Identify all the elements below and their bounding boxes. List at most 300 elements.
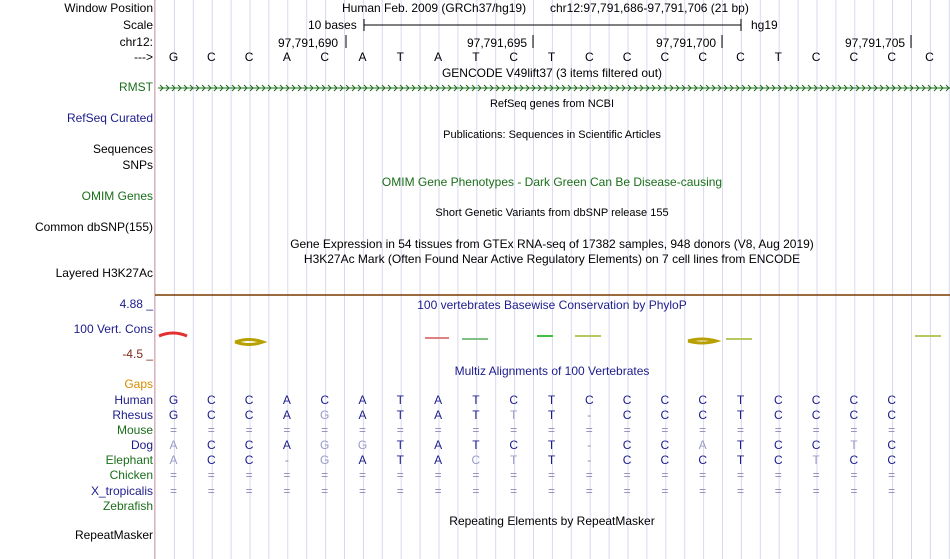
strand-arrow-mark (604, 85, 607, 91)
strand-arrow-mark (196, 85, 199, 91)
species-label-zebrafish: Zebrafish (102, 499, 153, 513)
alignment-base: = (245, 484, 253, 498)
alignment-base: = (207, 423, 215, 437)
alignment-base: C (849, 453, 859, 467)
strand-arrow-mark (436, 85, 439, 91)
alignment-base: = (283, 468, 291, 482)
alignment-base: = (585, 484, 593, 498)
window-position-label: Window Position (64, 1, 153, 15)
alignment-base: = (207, 484, 215, 498)
strand-arrow-mark (538, 85, 541, 91)
alignment-base: A (169, 453, 178, 467)
strand-arrow-mark (700, 85, 703, 91)
alignment-base: T (472, 438, 480, 452)
alignment-base: G (168, 393, 179, 407)
strand-arrow-mark (376, 85, 379, 91)
alignment-base: T (736, 453, 745, 467)
alignment-base: C (849, 408, 859, 422)
strand-arrow-mark (250, 85, 253, 91)
alignment-base: = (812, 423, 820, 437)
alignment-base: C (698, 408, 708, 422)
alignment-base: C (244, 408, 254, 422)
alignment-base: A (434, 408, 443, 422)
strand-arrow-mark (328, 85, 331, 91)
alignment-base: C (887, 438, 897, 452)
snps-track-label[interactable]: SNPs (122, 158, 153, 172)
omim-track-label[interactable]: OMIM Genes (81, 189, 153, 203)
alignment-base: = (623, 468, 631, 482)
strand-arrow-mark (730, 85, 733, 91)
alignment-base: T (736, 408, 745, 422)
strand-arrow-mark (598, 85, 601, 91)
alignment-base: G (320, 438, 330, 452)
alignment-base: - (284, 453, 289, 467)
alignment-base: A (358, 453, 367, 467)
strand-arrow-label: ---> (134, 50, 153, 64)
alignment-base: T (736, 438, 745, 452)
strand-arrow-mark (934, 85, 937, 91)
strand-arrow-mark (706, 85, 709, 91)
strand-arrow-mark (562, 85, 565, 91)
alignment-base: C (509, 438, 519, 452)
alignment-base: T (472, 408, 480, 422)
strand-arrow-mark (886, 85, 889, 91)
alignment-base: T (510, 453, 518, 467)
alignment-base: G (320, 453, 330, 467)
ruler-ticks (346, 35, 911, 48)
reference-base: C (849, 50, 859, 64)
strand-arrow-mark (532, 85, 535, 91)
strand-arrow-mark (736, 85, 739, 91)
strand-arrow-mark (622, 85, 625, 91)
assembly-title: Human Feb. 2009 (GRCh37/hg19) (342, 1, 527, 15)
dbsnp-track-title[interactable]: Short Genetic Variants from dbSNP release 155 (435, 207, 669, 219)
alignment-base: C (206, 408, 216, 422)
species-label-rhesus: Rhesus (112, 408, 153, 422)
ruler-tick-label: 97,791,700 (656, 36, 717, 50)
alignment-base: T (547, 393, 556, 407)
alignment-base: C (660, 453, 670, 467)
scale-text: 10 bases (308, 18, 357, 32)
gtex-track-title[interactable]: Gene Expression in 54 tissues from GTEx RNA-seq of 17382 samples, 948 donors (V8, Aug 2019) (290, 237, 814, 251)
strand-arrow-mark (466, 85, 469, 91)
alignment-base: A (698, 438, 707, 452)
alignment-base: C (698, 453, 708, 467)
species-label-dog: Dog (130, 438, 153, 452)
alignment-base: = (699, 468, 707, 482)
alignment-base: G (168, 408, 179, 422)
strand-arrow-mark (484, 85, 487, 91)
strand-arrow-mark (394, 85, 397, 91)
strand-arrow-mark (526, 85, 529, 91)
strand-arrow-mark (430, 85, 433, 91)
alignment-base: = (850, 423, 858, 437)
strand-arrow-mark (220, 85, 223, 91)
conservation-track-label[interactable]: 100 Vert. Cons (73, 322, 153, 336)
reference-base: T (472, 50, 480, 64)
strand-arrow-mark (844, 85, 847, 91)
reference-base: C (660, 50, 670, 64)
alignment-base: = (547, 484, 556, 498)
strand-arrow-mark (268, 85, 271, 91)
alignment-base: C (622, 408, 632, 422)
alignment-base: T (396, 408, 404, 422)
strand-arrow-mark (778, 85, 781, 91)
alignment-base: = (736, 484, 745, 498)
conservation-max-label: 4.88 _ (119, 297, 153, 311)
alignment-base: - (587, 438, 592, 452)
reference-base: C (584, 50, 594, 64)
alignment-base: = (169, 484, 178, 498)
strand-arrow-mark (898, 85, 901, 91)
species-label-elephant: Elephant (105, 453, 153, 467)
strand-arrow-mark (412, 85, 415, 91)
strand-arrow-mark (820, 85, 823, 91)
strand-arrow-mark (616, 85, 619, 91)
strand-arrow-mark (244, 85, 247, 91)
alignment-base: = (245, 468, 253, 482)
alignment-base: = (434, 468, 442, 482)
alignment-base: = (623, 484, 631, 498)
strand-arrow-mark (904, 85, 907, 91)
strand-arrow-mark (682, 85, 685, 91)
reference-base: C (320, 50, 330, 64)
strand-arrow-mark (664, 85, 667, 91)
strand-arrow-mark (724, 85, 727, 91)
alignment-base: C (773, 438, 783, 452)
strand-arrow-mark (784, 85, 787, 91)
alignment-base: T (812, 453, 820, 467)
alignment-base: C (660, 393, 670, 407)
alignment-base: C (660, 438, 670, 452)
alignment-base: = (699, 484, 707, 498)
strand-arrow-mark (418, 85, 421, 91)
alignment-base: A (358, 393, 367, 407)
reference-base: C (736, 50, 745, 64)
alignment-base: = (434, 423, 442, 437)
alignment-base: = (510, 423, 518, 437)
strand-arrow-mark (202, 85, 205, 91)
strand-arrow-mark (928, 85, 931, 91)
alignment-base: = (283, 484, 291, 498)
reference-base: C (509, 50, 519, 64)
alignment-base: = (661, 468, 669, 482)
alignment-base: G (320, 408, 330, 422)
alignment-base: G (357, 438, 368, 452)
strand-arrow-mark (400, 85, 403, 91)
reference-base: T (547, 50, 556, 64)
ruler-tick-label: 97,791,695 (467, 36, 528, 50)
strand-arrow-mark (160, 85, 163, 91)
strand-arrow-mark (580, 85, 583, 91)
scale-bar (364, 19, 741, 31)
alignment-base: C (244, 393, 254, 407)
reference-base: G (168, 50, 179, 64)
alignment-base: = (547, 423, 556, 437)
alignment-base: C (773, 408, 783, 422)
alignment-base: = (850, 484, 858, 498)
sequences-track-label[interactable]: Sequences (92, 142, 153, 156)
alignment-base: = (358, 484, 367, 498)
alignment-base: = (736, 468, 745, 482)
alignment-base: C (584, 393, 594, 407)
position-title: chr12:97,791,686-97,791,706 (21 bp) (550, 1, 749, 15)
alignment-base: = (888, 423, 896, 437)
strand-arrow-mark (856, 85, 859, 91)
strand-arrow-mark (670, 85, 673, 91)
alignment-base: = (623, 423, 631, 437)
strand-arrow-mark (178, 85, 181, 91)
reference-base: A (434, 50, 443, 64)
strand-arrow-mark (256, 85, 259, 91)
refseq-track-label[interactable]: RefSeq Curated (66, 111, 153, 125)
alignment-base: C (206, 438, 216, 452)
strand-arrow-mark (274, 85, 277, 91)
strand-arrow-mark (592, 85, 595, 91)
alignment-base: C (698, 393, 708, 407)
reference-base: A (282, 50, 291, 64)
alignment-base: C (811, 393, 821, 407)
strand-arrow-mark (232, 85, 235, 91)
alignment-base: = (774, 484, 782, 498)
strand-arrow-mark (190, 85, 193, 91)
alignment-base: C (660, 408, 670, 422)
strand-arrow-mark (652, 85, 655, 91)
ruler-tick-label: 97,791,705 (845, 36, 906, 50)
strand-arrow-mark (508, 85, 511, 91)
strand-arrow-mark (610, 85, 613, 91)
strand-arrow-mark (916, 85, 919, 91)
alignment-base: A (434, 453, 443, 467)
reference-base: C (244, 50, 254, 64)
strand-arrow-mark (766, 85, 769, 91)
strand-arrow-mark (802, 85, 805, 91)
strand-arrow-mark (922, 85, 925, 91)
alignment-base: = (321, 468, 329, 482)
strand-arrow-mark (862, 85, 865, 91)
strand-arrow-mark (172, 85, 175, 91)
strand-arrow-mark (316, 85, 319, 91)
alignment-base: = (699, 423, 707, 437)
species-label-chicken: Chicken (109, 468, 153, 482)
strand-arrow-mark (790, 85, 793, 91)
alignment-base: = (812, 468, 820, 482)
strand-arrow-mark (550, 85, 553, 91)
alignment-base: = (774, 468, 782, 482)
alignment-base: A (434, 438, 443, 452)
strand-arrow-mark (712, 85, 715, 91)
alignment-base: A (169, 438, 178, 452)
strand-arrow-mark (346, 85, 349, 91)
strand-arrow-mark (322, 85, 325, 91)
reference-base: C (811, 50, 821, 64)
alignment-base: C (244, 438, 254, 452)
strand-arrow-mark (442, 85, 445, 91)
strand-arrow-mark (214, 85, 217, 91)
strand-arrow-mark (688, 85, 691, 91)
alignment-base: = (245, 423, 253, 437)
alignment-base: C (244, 453, 254, 467)
strand-arrow-mark (280, 85, 283, 91)
alignment-base: C (206, 453, 216, 467)
strand-arrow-mark (304, 85, 307, 91)
strand-arrow-mark (544, 85, 547, 91)
phylop-track-title[interactable]: 100 vertebrates Basewise Conservation by PhyloP (417, 298, 687, 312)
alignment-base: = (396, 484, 404, 498)
conservation-logos (159, 333, 941, 345)
alignment-base: A (358, 408, 367, 422)
alignment-base: = (812, 484, 820, 498)
alignment-base: = (888, 484, 896, 498)
alignment-base: - (587, 408, 592, 422)
alignment-base: A (282, 408, 291, 422)
scale-assembly: hg19 (751, 18, 778, 32)
alignment-base: = (736, 423, 745, 437)
rmst-gene-feature (158, 85, 950, 91)
strand-arrow-mark (946, 85, 949, 91)
rmst-track-label[interactable]: RMST (119, 80, 153, 94)
alignment-base: T (472, 393, 480, 407)
strand-arrow-mark (334, 85, 337, 91)
strand-arrow-mark (490, 85, 493, 91)
alignment-base: C (773, 393, 783, 407)
repeatmasker-track-title[interactable]: Repeating Elements by RepeatMasker (449, 514, 655, 528)
strand-arrow-mark (646, 85, 649, 91)
strand-arrow-mark (808, 85, 811, 91)
strand-arrow-mark (478, 85, 481, 91)
alignment-base: T (547, 438, 556, 452)
strand-arrow-mark (184, 85, 187, 91)
repeatmasker-track-label[interactable]: RepeatMasker (74, 528, 153, 542)
alignment-base: C (887, 453, 897, 467)
strand-arrow-mark (448, 85, 451, 91)
strand-arrow-mark (910, 85, 913, 91)
ruler-tick-label: 97,791,690 (278, 36, 339, 50)
alignment-base: = (396, 423, 404, 437)
alignment-base: C (509, 393, 519, 407)
alignment-base: T (547, 408, 556, 422)
h3k27ac-track-label[interactable]: Layered H3K27Ac (55, 266, 153, 280)
alignment-base: = (510, 484, 518, 498)
species-label-mouse: Mouse (116, 423, 153, 437)
strand-arrow-mark (208, 85, 211, 91)
strand-arrow-mark (226, 85, 229, 91)
strand-arrow-mark (286, 85, 289, 91)
strand-arrow-mark (796, 85, 799, 91)
alignment-base: C (471, 453, 481, 467)
alignment-base: T (396, 393, 404, 407)
strand-arrow-mark (586, 85, 589, 91)
alignment-base: A (282, 393, 291, 407)
alignment-base: = (283, 423, 291, 437)
strand-arrow-mark (310, 85, 313, 91)
omim-track-title[interactable]: OMIM Gene Phenotypes - Dark Green Can Be Disease-causing (381, 175, 723, 189)
strand-arrow-mark (940, 85, 943, 91)
gencode-track-title[interactable]: GENCODE V49lift37 (3 items filtered out) (441, 66, 663, 80)
strand-arrow-mark (628, 85, 631, 91)
alignment-base: T (510, 408, 518, 422)
alignment-base: = (207, 468, 215, 482)
alignment-base: A (434, 393, 443, 407)
multiz-track-title[interactable]: Multiz Alignments of 100 Vertebrates (454, 364, 650, 378)
strand-arrow-mark (718, 85, 721, 91)
conservation-min-label: -4.5 _ (122, 347, 153, 361)
strand-arrow-mark (406, 85, 409, 91)
strand-arrow-mark (874, 85, 877, 91)
alignment-base: = (472, 484, 480, 498)
alignment-base: C (622, 438, 632, 452)
strand-arrow-mark (382, 85, 385, 91)
strand-arrow-mark (424, 85, 427, 91)
alignment-base: T (547, 453, 556, 467)
strand-arrow-mark (520, 85, 523, 91)
alignment-base: C (622, 453, 632, 467)
alignment-base: = (888, 468, 896, 482)
reference-base: T (396, 50, 404, 64)
strand-arrow-mark (568, 85, 571, 91)
strand-arrow-mark (388, 85, 391, 91)
strand-arrow-mark (262, 85, 265, 91)
alignment-base: = (321, 423, 329, 437)
strand-arrow-mark (298, 85, 301, 91)
publications-track-title[interactable]: Publications: Sequences in Scientific Articles (443, 129, 661, 141)
alignment-base: C (622, 393, 632, 407)
strand-arrow-mark (352, 85, 355, 91)
strand-arrow-mark (370, 85, 373, 91)
h3k27ac-track-title[interactable]: H3K27Ac Mark (Often Found Near Active Regulatory Elements) on 7 cell lines from ENCODE (303, 252, 801, 266)
alignment-base: C (811, 438, 821, 452)
alignment-base: = (472, 468, 480, 482)
strand-arrow-mark (754, 85, 757, 91)
alignment-base: = (358, 468, 367, 482)
strand-arrow-mark (454, 85, 457, 91)
strand-arrow-mark (658, 85, 661, 91)
alignment-base: T (736, 393, 745, 407)
strand-arrow-mark (850, 85, 853, 91)
strand-arrow-mark (460, 85, 463, 91)
reference-base: T (774, 50, 782, 64)
strand-arrow-mark (694, 85, 697, 91)
reference-base: C (925, 50, 934, 64)
strand-arrow-mark (472, 85, 475, 91)
strand-arrow-mark (502, 85, 505, 91)
alignment-base: = (510, 468, 518, 482)
common-dbsnp-track-label[interactable]: Common dbSNP(155) (34, 220, 153, 234)
alignment-base: C (849, 393, 859, 407)
refseq-track-title[interactable]: RefSeq genes from NCBI (489, 98, 615, 110)
alignment-base: = (358, 423, 367, 437)
strand-arrow-mark (832, 85, 835, 91)
alignment-base: = (850, 468, 858, 482)
strand-arrow-mark (574, 85, 577, 91)
alignment-base: T (396, 453, 404, 467)
gaps-label: Gaps (124, 377, 153, 391)
alignment-base: = (585, 468, 593, 482)
alignment-base: C (320, 393, 330, 407)
alignment-base: = (321, 484, 329, 498)
label-divider (154, 0, 155, 559)
strand-arrow-mark (556, 85, 559, 91)
strand-arrow-mark (838, 85, 841, 91)
strand-arrow-mark (340, 85, 343, 91)
alignment-base: - (587, 453, 592, 467)
alignment-base: T (850, 438, 858, 452)
alignment-base: = (169, 423, 178, 437)
strand-arrow-mark (748, 85, 751, 91)
strand-arrow-mark (358, 85, 361, 91)
alignment-base: = (472, 423, 480, 437)
reference-base: C (887, 50, 897, 64)
